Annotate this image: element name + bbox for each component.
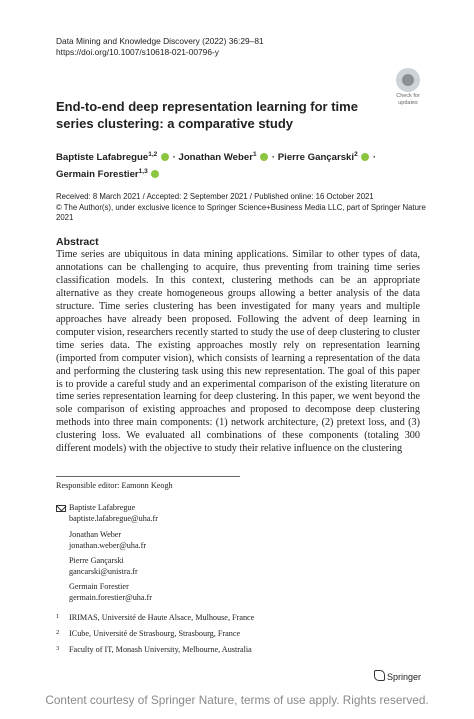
springer-horse-icon bbox=[374, 670, 385, 681]
contact-name: Pierre Gançarski bbox=[69, 556, 124, 565]
check-updates-label-2: updates bbox=[398, 100, 418, 106]
publisher-name: Springer bbox=[387, 672, 422, 682]
affiliation-item bbox=[56, 645, 252, 654]
orcid-icon[interactable] bbox=[361, 153, 369, 161]
journal-header bbox=[56, 36, 264, 58]
affiliation-text: Faculty of IT, Monash University, Melbourne, Australia bbox=[69, 645, 252, 654]
publication-history: Received: 8 March 2021 / Accepted: 2 September 2021 / Published online: 16 October 2021 bbox=[56, 192, 374, 201]
responsible-editor: Responsible editor: Eamonn Keogh bbox=[56, 481, 173, 490]
author-list: Baptiste Lafabregue$^{1,2}$ · Jonathan Weber$^1$ · Pierre Gançarski$^2$ · Germain Forestier$^{1,3}$ bbox=[56, 151, 377, 181]
author-affiliation-marker: 2 bbox=[354, 151, 358, 158]
contact-name: Germain Forestier bbox=[69, 582, 129, 591]
springer-logo bbox=[374, 670, 421, 682]
contact-entry bbox=[69, 556, 138, 577]
orcid-icon[interactable] bbox=[260, 153, 268, 161]
author-affiliation-marker: 1,3 bbox=[138, 168, 148, 176]
contact-entry bbox=[69, 503, 158, 524]
footnote-divider bbox=[56, 476, 240, 477]
check-for-updates-badge[interactable] bbox=[391, 68, 425, 106]
author-affiliation-marker: 1 bbox=[252, 151, 257, 158]
author-name: Baptiste Lafabregue bbox=[56, 152, 149, 164]
affiliation-text: ICube, Université de Strasbourg, Strasbourg, France bbox=[69, 629, 241, 638]
doi-link[interactable]: https://doi.org/10.1007/s10618-021-00796-y bbox=[56, 47, 219, 57]
contact-name: Jonathan Weber bbox=[69, 530, 122, 539]
contact-email[interactable]: gancarski@unistra.fr bbox=[69, 566, 138, 576]
author-separator: · bbox=[169, 152, 179, 164]
courtesy-footer: Content courtesy of Springer Nature, terms of use apply. Rights reserved. bbox=[45, 693, 429, 707]
paper-title: End-to-end deep representation learning for time series clustering: a comparative study bbox=[56, 99, 358, 131]
affiliation-text: IRIMAS, Université de Haute Alsace, Mulhouse, France bbox=[69, 613, 255, 622]
affiliation-number: 3 bbox=[56, 645, 60, 652]
publication-dates bbox=[56, 192, 436, 224]
orcid-icon[interactable] bbox=[161, 153, 169, 161]
author-name: Pierre Gançarski bbox=[277, 152, 355, 164]
abstract-heading: Abstract bbox=[56, 236, 99, 248]
author-name: Jonathan Weber bbox=[178, 152, 253, 164]
affiliation-item bbox=[56, 629, 240, 638]
abstract-text: Time series are ubiquitous in data mining applications. Similar to other types of data, annotations can be challenging to acquire, thus preventing from training time series classification models. In this context, clustering methods can be an appropriate alternative as they create homogeneous groups allowing a better analysis of the data structure. Time series clustering has been investigated for many years and multiple approaches have already been proposed. Following the advent of deep learning in computer vision, researchers recently started to study the use of deep clustering to cluster time series data. The existing approaches mostly rely on representation learning (imported from computer vision), which consists of learning a representation of the data and performing the clustering task using this new representation. The goal of this paper is to provide a careful study and an experimental comparison of the existing literature on time series representation learning for deep clustering. In this paper, we went beyond the sole comparison of existing approaches and proposed to decompose deep clustering methods into three main components: (1) network architecture, (2) pretext loss, and (3) clustering loss. We evaluated all combinations of these components (totaling 300 different models) with the objective to study their relative influence on the clustering bbox=[56, 249, 420, 455]
contact-email[interactable]: jonathan.weber@uha.fr bbox=[69, 540, 147, 550]
orcid-icon[interactable] bbox=[151, 170, 159, 178]
check-updates-icon bbox=[396, 68, 420, 92]
author-name: Germain Forestier bbox=[56, 169, 139, 181]
contact-email[interactable]: germain.forestier@uha.fr bbox=[69, 592, 153, 602]
affiliation-number: 1 bbox=[56, 613, 60, 620]
author-affiliation-marker: 1,2 bbox=[148, 151, 158, 158]
affiliation-number: 2 bbox=[56, 629, 60, 636]
contact-entry bbox=[69, 582, 152, 603]
author-separator: · bbox=[269, 152, 278, 164]
envelope-icon bbox=[56, 505, 66, 512]
contact-email[interactable]: baptiste.lafabregue@uha.fr bbox=[69, 513, 158, 523]
affiliation-item bbox=[56, 613, 254, 622]
contact-name: Baptiste Lafabregue bbox=[69, 503, 136, 512]
journal-citation: Data Mining and Knowledge Discovery (2022) 36:29–81 bbox=[56, 36, 264, 46]
contact-entry bbox=[69, 530, 146, 551]
copyright-notice: © The Author(s), under exclusive licence to Springer Science+Business Media LLC, part of Springer Nature 2021 bbox=[56, 202, 426, 222]
check-updates-label-1: Check for bbox=[396, 93, 420, 99]
